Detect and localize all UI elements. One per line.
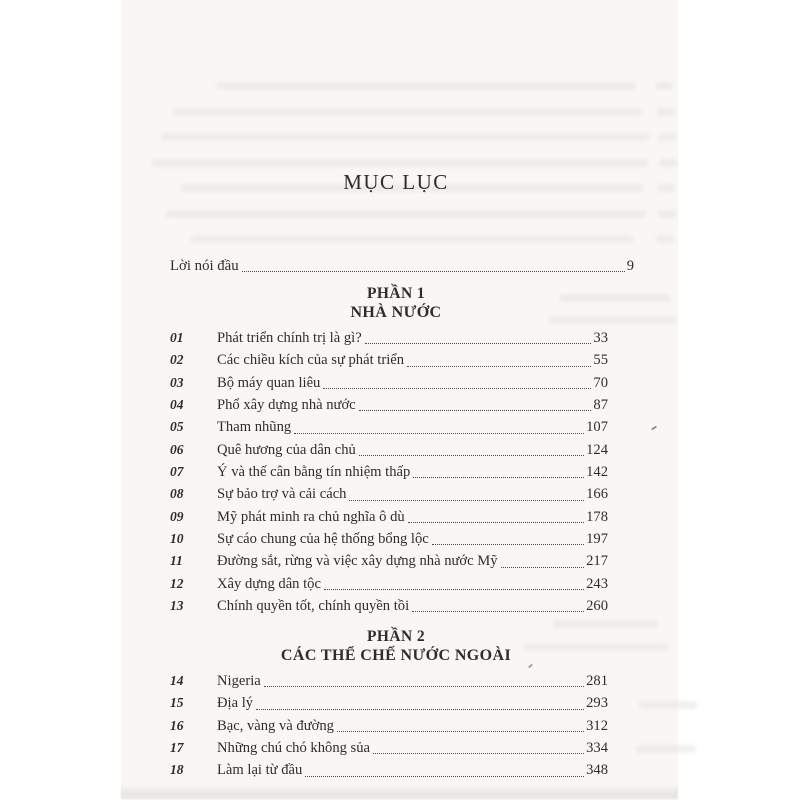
part-title: NHÀ NƯỚC bbox=[350, 304, 442, 321]
entry-page-number: 107 bbox=[586, 419, 608, 436]
entry-page-number: 124 bbox=[586, 441, 608, 458]
dot-leader bbox=[349, 500, 584, 501]
dot-leader bbox=[412, 611, 584, 612]
dot-leader bbox=[501, 567, 585, 568]
entry-title: Bộ máy quan liêu bbox=[217, 374, 321, 391]
entry-number: 01 bbox=[170, 330, 184, 345]
toc-entry-row bbox=[170, 372, 608, 394]
entry-number: 13 bbox=[170, 598, 184, 614]
entry-number: 18 bbox=[170, 762, 184, 778]
scanned-toc-page bbox=[121, 0, 678, 800]
toc-entry-row bbox=[170, 595, 608, 617]
dot-leader bbox=[256, 709, 584, 710]
toc-entry-row bbox=[170, 483, 608, 505]
entry-title: Phổ xây dựng nhà nước bbox=[217, 397, 356, 414]
part-label: PHẦN 2 bbox=[367, 628, 425, 645]
part-label: PHẦN 1 bbox=[367, 285, 425, 302]
bleed-through-line bbox=[151, 159, 649, 167]
toc-entry-row bbox=[170, 394, 608, 416]
entry-number: 02 bbox=[170, 352, 184, 368]
dot-leader bbox=[359, 410, 592, 411]
preface-page-number: 9 bbox=[626, 258, 634, 274]
toc-part bbox=[170, 284, 622, 617]
toc-entry-row bbox=[170, 737, 608, 759]
dot-leader bbox=[365, 343, 592, 344]
entry-title: Phát triển chính trị là gì? bbox=[217, 330, 362, 346]
bleed-through-line bbox=[656, 235, 674, 243]
dot-leader bbox=[337, 731, 584, 732]
entry-title: Các chiều kích của sự phát triển bbox=[217, 352, 405, 369]
entry-page-number: 197 bbox=[586, 531, 608, 548]
toc-entry-row bbox=[170, 461, 608, 483]
preface-row bbox=[170, 255, 634, 277]
toc-title: MỤC LỤC bbox=[343, 170, 449, 194]
bleed-through-line bbox=[659, 159, 677, 167]
entry-title: Địa lý bbox=[217, 695, 254, 712]
toc-entry-row bbox=[170, 715, 608, 737]
entry-page-number: 142 bbox=[586, 464, 608, 481]
entry-page-number: 243 bbox=[586, 575, 608, 592]
entry-page-number: 217 bbox=[586, 553, 608, 570]
dot-leader bbox=[407, 366, 591, 367]
toc-entry-row bbox=[170, 692, 608, 714]
toc-entry-row bbox=[170, 416, 608, 438]
entry-title: Quê hương của dân chủ bbox=[217, 441, 356, 458]
entry-page-number: 281 bbox=[586, 673, 608, 689]
toc-entry-row bbox=[170, 759, 608, 781]
toc-entry-row bbox=[170, 349, 608, 371]
dot-leader bbox=[373, 753, 584, 754]
entry-title: Xây dựng dân tộc bbox=[217, 575, 321, 592]
bleed-through-line bbox=[216, 82, 636, 90]
entry-title: Bạc, vàng và đường bbox=[217, 717, 334, 734]
bleed-through-line bbox=[166, 210, 646, 218]
dot-leader bbox=[359, 455, 584, 456]
entry-title: Sự bảo trợ và cải cách bbox=[217, 486, 347, 503]
dot-leader bbox=[432, 544, 584, 545]
entry-number: 07 bbox=[170, 464, 184, 480]
entry-page-number: 334 bbox=[586, 740, 608, 757]
entry-number: 12 bbox=[170, 575, 184, 591]
entry-title: Tham nhũng bbox=[217, 419, 292, 436]
toc-entry-row bbox=[170, 550, 608, 572]
toc-entry-row bbox=[170, 439, 608, 461]
toc-entry-row bbox=[170, 670, 608, 692]
entry-title: Đường sắt, rừng và việc xây dựng nhà nước Mỹ bbox=[217, 553, 498, 570]
part-title: CÁC THỂ CHẾ NƯỚC NGOÀI bbox=[280, 647, 512, 664]
entry-number: 04 bbox=[170, 397, 184, 413]
entry-number: 06 bbox=[170, 441, 184, 457]
bleed-through-line bbox=[636, 745, 696, 753]
entry-number: 05 bbox=[170, 419, 184, 435]
entry-page-number: 348 bbox=[586, 762, 608, 779]
bleed-through-line bbox=[657, 108, 675, 116]
bleed-through-line bbox=[657, 184, 675, 192]
bleed-through-line bbox=[658, 210, 676, 218]
page-edge-shadow bbox=[121, 785, 678, 799]
entry-rows bbox=[170, 327, 608, 617]
entry-title: Ý và thế cân bằng tín nhiệm thấp bbox=[217, 464, 411, 481]
toc-entry-row bbox=[170, 528, 608, 550]
entry-number: 15 bbox=[170, 695, 184, 711]
entry-number: 16 bbox=[170, 717, 184, 733]
entry-number: 03 bbox=[170, 374, 184, 390]
entry-title: Những chú chó không sủa bbox=[217, 740, 371, 757]
entry-number: 08 bbox=[170, 486, 184, 502]
entry-page-number: 33 bbox=[593, 330, 608, 346]
dot-leader bbox=[294, 433, 584, 434]
bleed-through-line bbox=[191, 235, 633, 243]
bleed-through-line bbox=[655, 82, 673, 90]
bleed-through-line bbox=[173, 108, 641, 116]
scan-speck bbox=[651, 426, 657, 431]
entry-title: Chính quyền tốt, chính quyền tồi bbox=[217, 598, 410, 615]
entry-title: Sự cáo chung của hệ thống bổng lộc bbox=[217, 531, 429, 548]
entry-title: Làm lại từ đầu bbox=[217, 762, 303, 779]
entry-page-number: 312 bbox=[586, 717, 608, 734]
entry-number: 09 bbox=[170, 508, 184, 524]
dot-leader bbox=[324, 589, 584, 590]
entry-number: 11 bbox=[170, 553, 183, 569]
entry-page-number: 293 bbox=[586, 695, 608, 712]
dot-leader bbox=[413, 477, 584, 478]
entry-page-number: 166 bbox=[586, 486, 608, 503]
dot-leader bbox=[408, 522, 584, 523]
dot-leader bbox=[323, 388, 591, 389]
entry-number: 17 bbox=[170, 740, 184, 756]
dot-leader bbox=[305, 776, 584, 777]
entry-title: Mỹ phát minh ra chủ nghĩa ô dù bbox=[217, 508, 405, 525]
entry-rows bbox=[170, 670, 608, 782]
toc-entry-row bbox=[170, 506, 608, 528]
dot-leader bbox=[264, 686, 584, 687]
entry-page-number: 260 bbox=[586, 598, 608, 615]
dot-leader bbox=[242, 271, 625, 272]
bleed-through-line bbox=[658, 133, 676, 141]
entry-number: 10 bbox=[170, 531, 184, 547]
bleed-through-line bbox=[161, 133, 649, 141]
entry-title: Nigeria bbox=[217, 673, 261, 689]
toc-part bbox=[170, 627, 622, 782]
toc-entry-row bbox=[170, 573, 608, 595]
entry-page-number: 87 bbox=[593, 397, 608, 414]
entry-page-number: 178 bbox=[586, 508, 608, 525]
bleed-through-line bbox=[639, 701, 697, 709]
toc-entry-row bbox=[170, 327, 608, 349]
entry-page-number: 55 bbox=[593, 352, 608, 369]
entry-page-number: 70 bbox=[593, 374, 608, 391]
preface-label: Lời nói đầu bbox=[170, 258, 239, 274]
entry-number: 14 bbox=[170, 673, 184, 688]
